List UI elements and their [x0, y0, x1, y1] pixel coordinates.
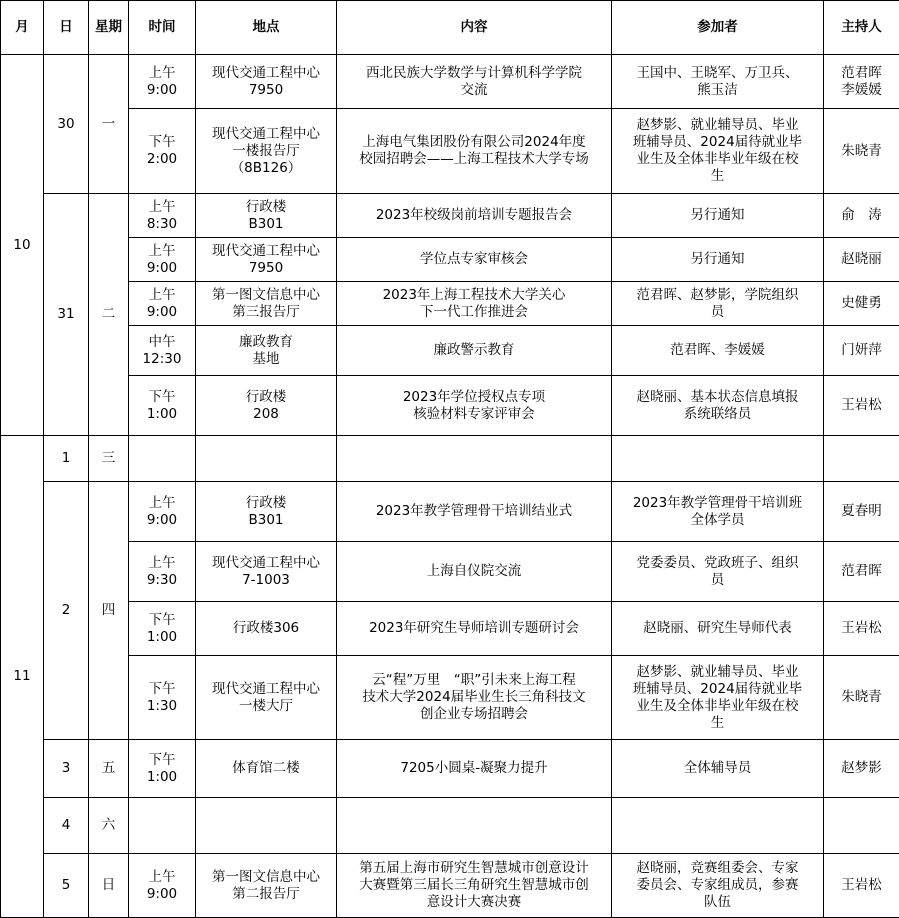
time-cell: 下午 1:30 [129, 656, 196, 740]
day-cell: 1 [44, 436, 89, 482]
participants-cell: 赵晓丽，竞赛组委会、专家 委员会、专家组成员，参赛 队伍 [612, 854, 824, 918]
header-day: 日 [44, 1, 89, 55]
table-row [1, 282, 899, 326]
location-cell: 第一图文信息中心 第二报告厅 [196, 854, 337, 918]
participants-cell [612, 436, 824, 482]
participants-cell: 2023年教学管理骨干培训班 全体学员 [612, 482, 824, 542]
time-cell: 上午 9:30 [129, 542, 196, 602]
table-row [1, 854, 899, 918]
content-cell: 云“程”万里 “职”引未来上海工程 技术大学2024届毕业生长三角科技文 创企业专场招聘会 [337, 656, 612, 740]
time-cell: 上午 9:00 [129, 282, 196, 326]
host-cell: 王岩松 [824, 376, 899, 436]
participants-cell [612, 798, 824, 854]
table-row [1, 194, 899, 238]
content-cell [337, 436, 612, 482]
location-cell: 第一图文信息中心 第三报告厅 [196, 282, 337, 326]
participants-cell: 王国中、王晓军、万卫兵、 熊玉洁 [612, 55, 824, 109]
participants-cell: 赵梦影、就业辅导员、毕业 班辅导员、2024届待就业毕 业生及全体非毕业年级在校 生 [612, 656, 824, 740]
location-cell: 廉政教育 基地 [196, 326, 337, 376]
content-cell: 2023年教学管理骨干培训结业式 [337, 482, 612, 542]
content-cell [337, 798, 612, 854]
time-cell: 下午 1:00 [129, 376, 196, 436]
participants-cell: 赵晓丽、基本状态信息填报 系统联络员 [612, 376, 824, 436]
host-cell: 范君晖 李媛媛 [824, 55, 899, 109]
host-cell: 史健勇 [824, 282, 899, 326]
time-cell [129, 436, 196, 482]
content-cell: 2023年学位授权点专项 核验材料专家评审会 [337, 376, 612, 436]
location-cell [196, 798, 337, 854]
content-cell: 2023年研究生导师培训专题研讨会 [337, 602, 612, 656]
table-row [1, 55, 899, 109]
participants-cell: 全体辅导员 [612, 740, 824, 798]
table-row [1, 436, 899, 482]
month-cell: 10 [1, 55, 44, 436]
time-cell: 下午 1:00 [129, 602, 196, 656]
host-cell: 夏春明 [824, 482, 899, 542]
day-cell: 31 [44, 194, 89, 436]
table-row [1, 798, 899, 854]
participants-cell: 党委委员、党政班子、组织 员 [612, 542, 824, 602]
table-row [1, 602, 899, 656]
time-cell: 下午 1:00 [129, 740, 196, 798]
location-cell: 现代交通工程中心 7950 [196, 55, 337, 109]
participants-cell: 范君晖、李媛媛 [612, 326, 824, 376]
header-content: 内容 [337, 1, 612, 55]
host-cell [824, 798, 899, 854]
day-cell: 3 [44, 740, 89, 798]
participants-cell: 范君晖、赵梦影，学院组织 员 [612, 282, 824, 326]
day-cell: 30 [44, 55, 89, 194]
location-cell: 行政楼306 [196, 602, 337, 656]
location-cell: 现代交通工程中心 一楼大厅 [196, 656, 337, 740]
table-row [1, 482, 899, 542]
time-cell: 下午 2:00 [129, 109, 196, 194]
participants-cell: 另行通知 [612, 238, 824, 282]
content-cell: 学位点专家审核会 [337, 238, 612, 282]
host-cell: 朱晓青 [824, 656, 899, 740]
location-cell: 现代交通工程中心 7-1003 [196, 542, 337, 602]
content-cell: 7205小圆桌-凝聚力提升 [337, 740, 612, 798]
header-row [1, 1, 899, 55]
weekday-cell: 一 [89, 55, 129, 194]
time-cell [129, 798, 196, 854]
weekday-cell: 四 [89, 482, 129, 740]
host-cell: 朱晓青 [824, 109, 899, 194]
location-cell: 行政楼 B301 [196, 482, 337, 542]
participants-cell: 赵晓丽、研究生导师代表 [612, 602, 824, 656]
header-host: 主持人 [824, 1, 899, 55]
weekday-cell: 三 [89, 436, 129, 482]
day-cell: 4 [44, 798, 89, 854]
time-cell: 上午 9:00 [129, 482, 196, 542]
weekday-cell: 日 [89, 854, 129, 918]
location-cell: 行政楼 208 [196, 376, 337, 436]
host-cell [824, 436, 899, 482]
content-cell: 上海电气集团股份有限公司2024年度 校园招聘会——上海工程技术大学专场 [337, 109, 612, 194]
day-cell: 5 [44, 854, 89, 918]
content-cell: 2023年上海工程技术大学关心 下一代工作推进会 [337, 282, 612, 326]
participants-cell: 赵梦影、就业辅导员、毕业 班辅导员、2024届待就业毕 业生及全体非毕业年级在校 生 [612, 109, 824, 194]
host-cell: 王岩松 [824, 854, 899, 918]
header-month: 月 [1, 1, 44, 55]
host-cell: 王岩松 [824, 602, 899, 656]
host-cell: 范君晖 [824, 542, 899, 602]
header-participants: 参加者 [612, 1, 824, 55]
weekday-cell: 五 [89, 740, 129, 798]
location-cell: 行政楼 B301 [196, 194, 337, 238]
host-cell: 俞 涛 [824, 194, 899, 238]
month-cell: 11 [1, 436, 44, 918]
table-row [1, 740, 899, 798]
header-weekday: 星期 [89, 1, 129, 55]
location-cell: 现代交通工程中心 7950 [196, 238, 337, 282]
location-cell: 体育馆二楼 [196, 740, 337, 798]
host-cell: 赵梦影 [824, 740, 899, 798]
location-cell: 现代交通工程中心 一楼报告厅 （8B126） [196, 109, 337, 194]
content-cell: 西北民族大学数学与计算机科学学院 交流 [337, 55, 612, 109]
content-cell: 上海自仪院交流 [337, 542, 612, 602]
time-cell: 上午 8:30 [129, 194, 196, 238]
time-cell: 中午 12:30 [129, 326, 196, 376]
participants-cell: 另行通知 [612, 194, 824, 238]
content-cell: 2023年校级岗前培训专题报告会 [337, 194, 612, 238]
weekday-cell: 二 [89, 194, 129, 436]
host-cell: 赵晓丽 [824, 238, 899, 282]
header-location: 地点 [196, 1, 337, 55]
time-cell: 上午 9:00 [129, 55, 196, 109]
table-row [1, 238, 899, 282]
location-cell [196, 436, 337, 482]
table-row [1, 109, 899, 194]
table-row [1, 376, 899, 436]
table-row [1, 326, 899, 376]
content-cell: 廉政警示教育 [337, 326, 612, 376]
header-time: 时间 [129, 1, 196, 55]
weekday-cell: 六 [89, 798, 129, 854]
table-row [1, 656, 899, 740]
host-cell: 门妍萍 [824, 326, 899, 376]
day-cell: 2 [44, 482, 89, 740]
content-cell: 第五届上海市研究生智慧城市创意设计 大赛暨第三届长三角研究生智慧城市创 意设计大赛决赛 [337, 854, 612, 918]
table-row [1, 542, 899, 602]
time-cell: 上午 9:00 [129, 854, 196, 918]
time-cell: 上午 9:00 [129, 238, 196, 282]
